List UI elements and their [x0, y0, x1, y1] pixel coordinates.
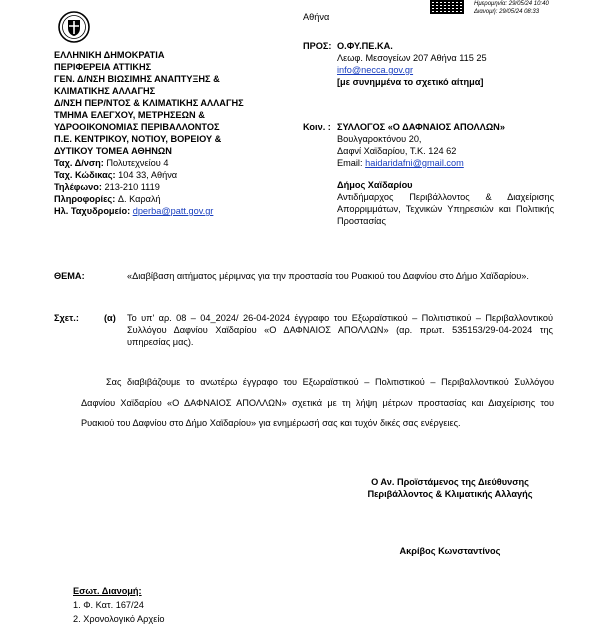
signature-title-line1: Ο Αν. Προϊστάμενος της Διεύθυνσης — [371, 477, 529, 487]
signature-name: Ακρίβος Κωνσταντίνος — [399, 546, 501, 556]
greek-emblem-icon — [57, 10, 91, 44]
stamp-distribution: Διανομή: 29/05/24 08:33 — [474, 9, 540, 15]
signature-block — [300, 476, 600, 500]
cc-second-desc: Αντιδήμαρχος Περιβάλλοντος & Διαχείρισης Απορριμμάτων, Τεχνικών Υπηρεσιών και Πολιτικής Προστασίας — [337, 192, 554, 226]
to-address: Λεωφ. Μεσογείων 207 Αθήνα 115 25 — [337, 53, 487, 63]
sender-line: ΚΛΙΜΑΤΙΚΗΣ ΑΛΛΑΓΗΣ — [54, 86, 156, 96]
sender-email: Ηλ. Ταχυδρομείο: dperba@patt.gov.gr — [54, 206, 214, 216]
subject-label: ΘΕΜΑ: — [54, 271, 85, 281]
reference-item-label: (α) — [104, 313, 116, 323]
city: Αθήνα — [303, 12, 330, 22]
to-note: [με συνημμένα το σχετικό αίτημα] — [337, 77, 484, 87]
qr-code — [430, 0, 464, 14]
sender-line: ΓΕΝ. Δ/ΝΣΗ ΒΙΩΣΙΜΗΣ ΑΝΑΠΤΥΞΗΣ & — [54, 74, 220, 84]
sender-block — [54, 49, 264, 217]
sender-line: Π.Ε. ΚΕΝΤΡΙΚΟΥ, ΝΟΤΙΟΥ, ΒΟΡΕΙΟΥ & — [54, 134, 222, 144]
body-paragraph: Σας διαβιβάζουμε το ανωτέρω έγγραφο του Εξωραϊστικού – Πολιτιστικού – Περιβαλλοντικού Συλλόγου Δαφνίου Χαϊδαρίου «Ο ΔΑΦΝΑΙΟΣ ΑΠΟΛΛΩΝ» σχετικά με τη λήψη μέτρων προστασίας και Διαχείρισης του Ρυακιού του Δαφνίου στο Δήμο Χαϊδαρίου» για ενημέρωσή σας και τυχόν δικές σας ενέργειες. — [81, 377, 554, 428]
sender-line: ΤΜΗΜΑ ΕΛΕΓΧΟΥ, ΜΕΤΡΗΣΕΩΝ & — [54, 110, 205, 120]
cc-email-link[interactable]: haidaridafni@gmail.com — [365, 158, 464, 168]
sender-line: ΠΕΡΙΦΕΡΕΙΑ ΑΤΤΙΚΗΣ — [54, 62, 152, 72]
to-label: ΠΡΟΣ: — [303, 41, 332, 51]
subject-text: «Διαβίβαση αιτήματος μέριμνας για την προστασία του Ρυακιού του Δαφνίου στο Δήμο Χαϊδαρίου». — [127, 271, 529, 281]
to-block — [337, 40, 587, 88]
reference-label: Σχετ.: — [54, 313, 79, 323]
sender-line: ΔΥΤΙΚΟΥ ΤΟΜΕΑ ΑΘΗΝΩΝ — [54, 146, 172, 156]
cc-email: Email: haidaridafni@gmail.com — [337, 158, 464, 168]
signature-title-line2: Περιβάλλοντος & Κλιματικής Αλλαγής — [367, 489, 533, 499]
cc-label: Κοιν. : — [303, 122, 331, 132]
sender-email-link[interactable]: dperba@patt.gov.gr — [132, 206, 214, 216]
sender-address: Ταχ. Δ/νση: Πολυτεχνείου 4 — [54, 158, 169, 168]
to-email-link[interactable]: info@necca.gov.gr — [337, 65, 414, 75]
distribution-item: 2. Χρονολογικό Αρχείο — [73, 614, 165, 624]
cc-name: ΣΥΛΛΟΓΟΣ «Ο ΔΑΦΝΑΙΟΣ ΑΠΟΛΛΩΝ» — [337, 122, 505, 132]
cc-second-name: Δήμος Χαϊδαρίου — [337, 180, 413, 190]
distribution-title: Εσωτ. Διανομή: — [73, 586, 142, 596]
sender-info: Πληροφορίες: Δ. Καραλή — [54, 194, 161, 204]
sender-line: ΥΔΡΟΟΙΚΟΝΟΜΙΑΣ ΠΕΡΙΒΑΛΛΟΝΤΟΣ — [54, 122, 220, 132]
stamp-date: Ημερομηνία: 29/05/24 10:40 — [474, 1, 549, 7]
cc-block — [337, 121, 554, 227]
distribution-item: 1. Φ. Κατ. 167/24 — [73, 600, 144, 610]
cc-street: Βουλγαροκτόνου 20, — [337, 134, 422, 144]
to-name: Ο.ΦΥ.ΠΕ.ΚΑ. — [337, 41, 393, 51]
cc-city: Δαφνί Χαϊδαρίου, Τ.Κ. 124 62 — [337, 146, 457, 156]
sender-line: ΕΛΛΗΝΙΚΗ ΔΗΜΟΚΡΑΤΙΑ — [54, 50, 165, 60]
sender-line: Δ/ΝΣΗ ΠΕΡ/ΝΤΟΣ & ΚΛΙΜΑΤΙΚΗΣ ΑΛΛΑΓΗΣ — [54, 98, 244, 108]
sender-phone: Τηλέφωνο: 213-210 1119 — [54, 182, 160, 192]
distribution-stamp — [474, 0, 549, 16]
sender-zip: Ταχ. Κώδικας: 104 33, Αθήνα — [54, 170, 178, 180]
distribution-block — [73, 585, 164, 625]
reference-text: Το υπ' αρ. 08 – 04_2024/ 26-04-2024 έγγραφο του Εξωραϊστικού – Πολιτιστικού – Περιβαλλοντικού Συλλόγου Δαφνίου Χαϊδαρίου «Ο ΔΑΦΝΑΙΟΣ ΑΠΟΛΛΩΝ» (αρ. πρωτ. 535153/29-04-2024 της υπηρεσίας μας). — [127, 313, 553, 347]
